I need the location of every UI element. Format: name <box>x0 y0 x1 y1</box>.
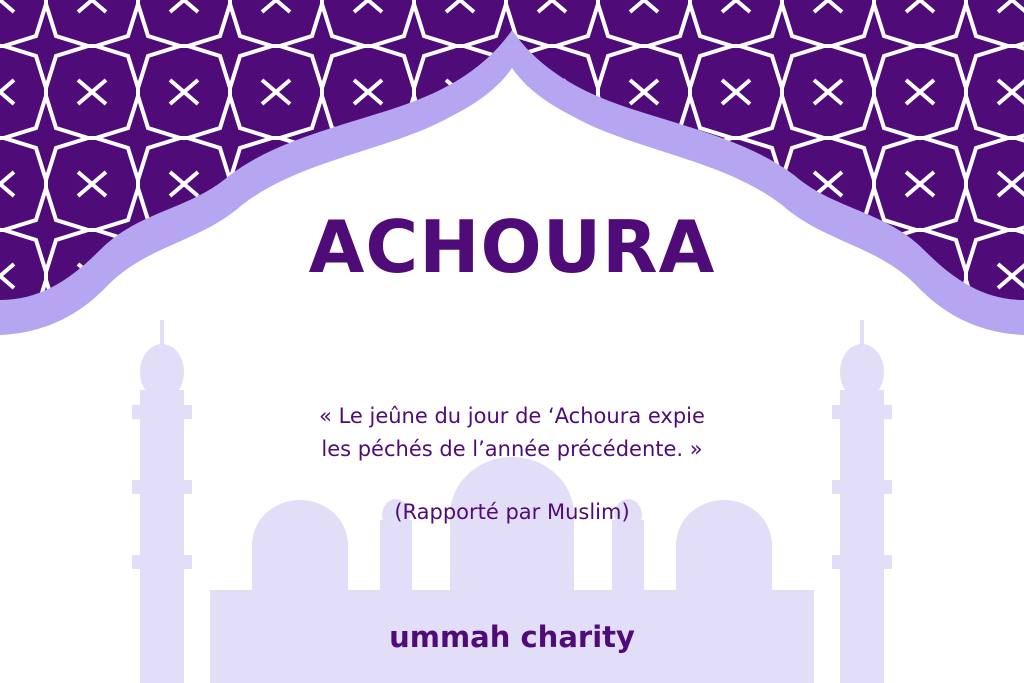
quote-source: (Rapporté par Muslim) <box>394 500 630 524</box>
hadith-quote <box>0 400 1024 466</box>
page-title: ACHOURA <box>308 205 716 289</box>
brand-name: ummah charity <box>389 620 635 654</box>
quote-line-2: les péchés de l’année précédente. » <box>321 437 703 461</box>
quote-line-1: « Le jeûne du jour de ‘Achoura expie <box>319 404 705 428</box>
